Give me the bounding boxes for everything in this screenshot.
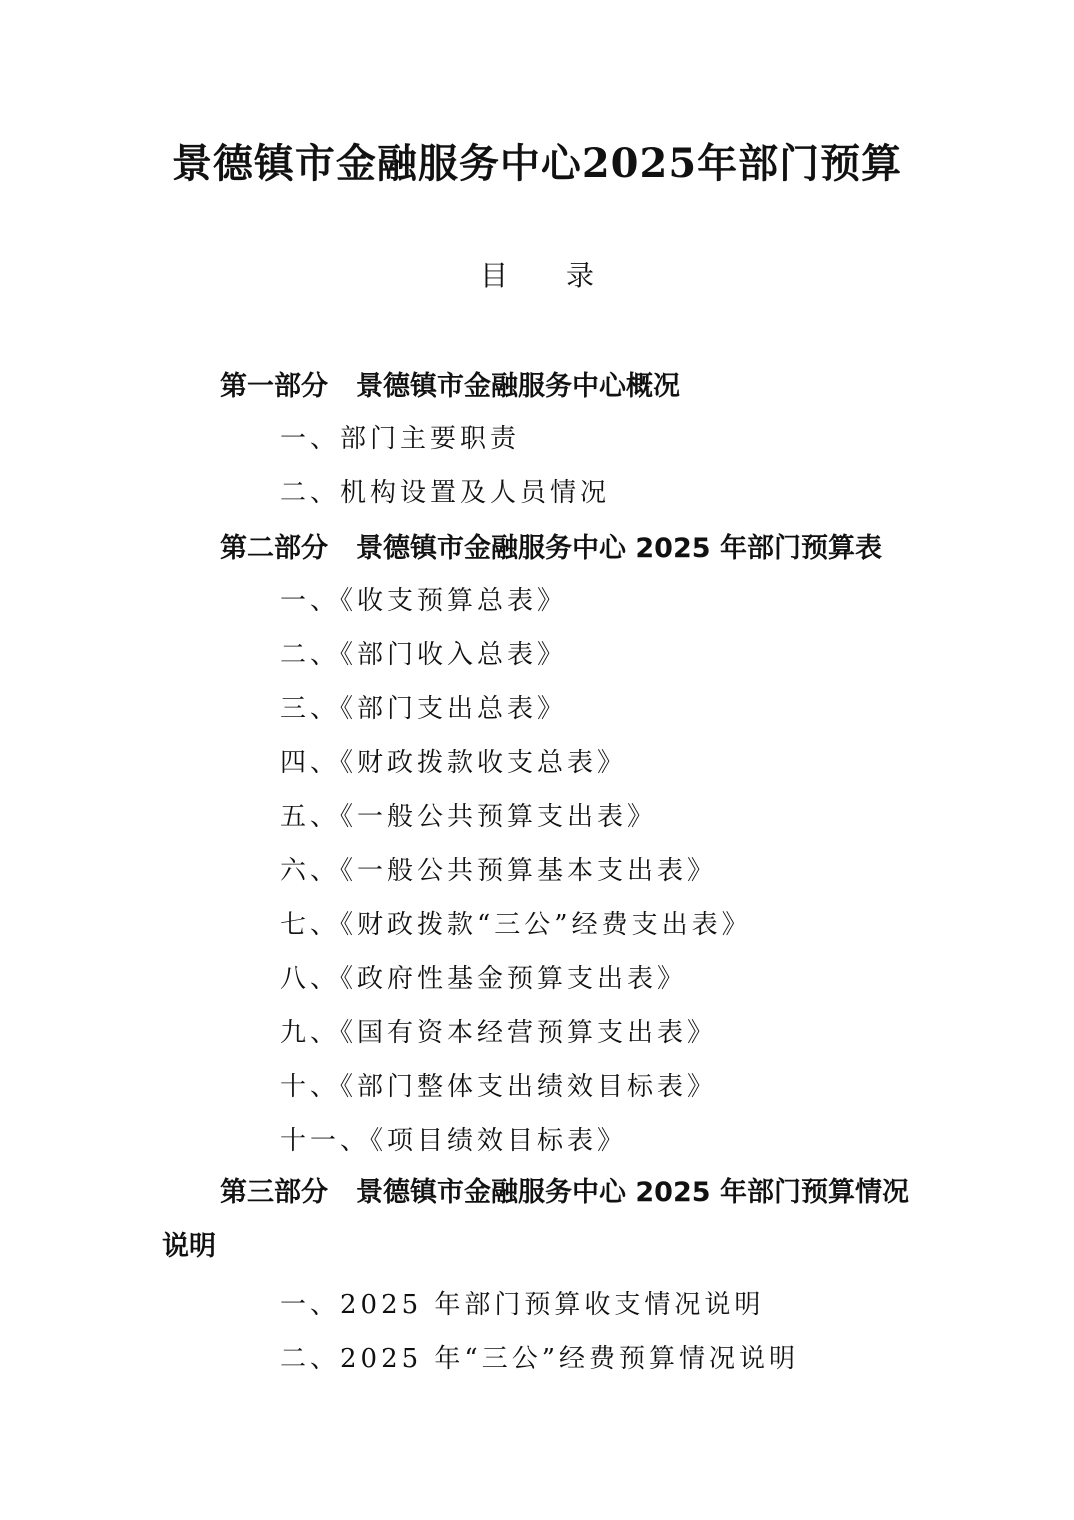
toc-item: 九、《国有资本经营预算支出表》 — [280, 1018, 718, 1048]
toc-part-3 — [162, 1166, 922, 1274]
toc-heading: 目录 — [479, 259, 652, 292]
toc-item: 八、《政府性基金预算支出表》 — [280, 964, 688, 994]
toc-item: 四、《财政拨款收支总表》 — [280, 748, 628, 778]
toc-item: 一、部门主要职责 — [280, 424, 521, 454]
toc-item: 二、机构设置及人员情况 — [280, 478, 611, 508]
toc-item: 三、《部门支出总表》 — [280, 694, 568, 724]
document-title: 景德镇市金融服务中心2025年部门预算 — [171, 140, 903, 187]
toc-item: 七、《财政拨款“三公”经费支出表》 — [280, 910, 752, 940]
part-title: 景德镇市金融服务中心 2025 年部门预算表 — [356, 533, 882, 564]
toc-item: 二、2025 年“三公”经费预算情况说明 — [280, 1344, 800, 1374]
part-label: 第一部分 — [220, 371, 328, 402]
toc-item: 十一、《项目绩效目标表》 — [280, 1126, 628, 1156]
toc-item: 一、《收支预算总表》 — [280, 586, 568, 616]
part-label: 第三部分 — [220, 1177, 328, 1208]
toc-item: 一、2025 年部门预算收支情况说明 — [280, 1290, 765, 1320]
toc-item: 二、《部门收入总表》 — [280, 640, 568, 670]
toc-part-1 — [220, 364, 680, 403]
toc-item: 六、《一般公共预算基本支出表》 — [280, 856, 718, 886]
part-title: 景德镇市金融服务中心 2025 年部门预算情况说明 — [162, 1177, 909, 1262]
toc-item: 十、《部门整体支出绩效目标表》 — [280, 1072, 718, 1102]
part-title: 景德镇市金融服务中心概况 — [356, 371, 680, 402]
part-label: 第二部分 — [220, 533, 328, 564]
toc-item: 五、《一般公共预算支出表》 — [280, 802, 658, 832]
toc-part-2 — [220, 526, 882, 565]
